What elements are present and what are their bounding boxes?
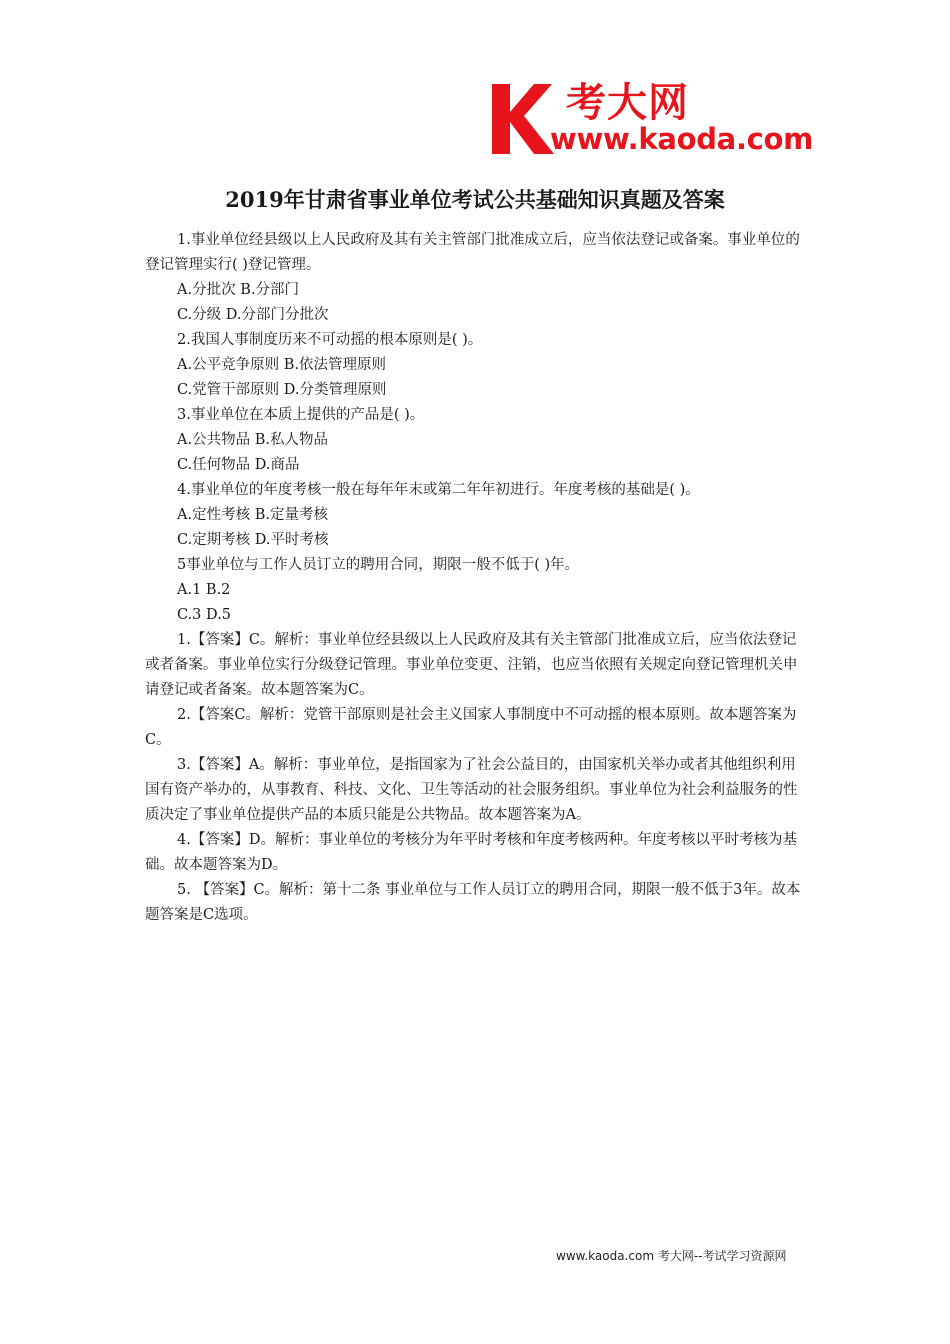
question-stem-4: 4.事业单位的年度考核一般在每年年末或第二年年初进行。年度考核的基础是( )。 bbox=[177, 482, 700, 498]
question-stem-5: 5事业单位与工作人员订立的聘用合同，期限一般不低于( )年。 bbox=[177, 557, 580, 573]
answer-1: 1.【答案】C。解析：事业单位经县级以上人民政府及其有关主管部门批准成立后，应当依法登记或者备案。事业单位实行分级登记管理。事业单位变更、注销，也应当依照有关规定向登记管理机关申请登记或者备案。故本题答案为C。 bbox=[145, 632, 798, 698]
question-5-options-line-1: A.1 B.2 bbox=[177, 582, 231, 598]
question-1-options-line-1: A.分批次 B.分部门 bbox=[177, 282, 299, 298]
question-2-options-line-2: C.党管干部原则 D.分类管理原则 bbox=[177, 382, 387, 398]
answer-5: 5. 【答案】C。解析：第十二条 事业单位与工作人员订立的聘用合同，期限一般不低于3年。故本题答案是C选项。 bbox=[145, 882, 801, 923]
question-1-options-line-2: C.分级 D.分部门分批次 bbox=[177, 307, 329, 323]
question-3-options-line-1: A.公共物品 B.私人物品 bbox=[177, 432, 328, 448]
question-stem-2: 2.我国人事制度历来不可动摇的根本原则是( )。 bbox=[177, 332, 483, 348]
question-4-options-line-2: C.定期考核 D.平时考核 bbox=[177, 532, 329, 548]
kaoda-logo bbox=[488, 78, 814, 160]
question-2-options-line-1: A.公平竞争原则 B.依法管理原则 bbox=[177, 357, 386, 373]
question-4-options-line-1: A.定性考核 B.定量考核 bbox=[177, 507, 328, 523]
question-stem-3: 3.事业单位在本质上提供的产品是( )。 bbox=[177, 407, 425, 423]
question-5-options-line-2: C.3 D.5 bbox=[177, 607, 231, 623]
answer-3: 3.【答案】A。解析：事业单位，是指国家为了社会公益目的，由国家机关举办或者其他组织利用国有资产举办的，从事教育、科技、文化、卫生等活动的社会服务组织。事业单位为社会利益服务的性质决定了事业单位提供产品的本质只能是公共物品。故本题答案为A。 bbox=[145, 757, 798, 823]
logo-title: 考大网 bbox=[566, 80, 689, 126]
page-footer: www.kaoda.com 考大网--考试学习资源网 bbox=[556, 1249, 787, 1263]
document-body bbox=[145, 228, 810, 928]
question-3-options-line-2: C.任何物品 D.商品 bbox=[177, 457, 300, 473]
logo-url: www.kaoda.com bbox=[550, 122, 814, 156]
question-stem-1: 1.事业单位经县级以上人民政府及其有关主管部门批准成立后，应当依法登记或备案。事业单位的登记管理实行( )登记管理。 bbox=[145, 232, 800, 273]
document-title: 2019年甘肃省事业单位考试公共基础知识真题及答案 bbox=[225, 187, 725, 212]
answer-4: 4.【答案】D。解析：事业单位的考核分为年平时考核和年度考核两种。年度考核以平时考核为基础。故本题答案为D。 bbox=[145, 832, 797, 873]
answer-2: 2.【答案C。解析：党管干部原则是社会主义国家人事制度中不可动摇的根本原则。故本题答案为C。 bbox=[145, 707, 797, 748]
